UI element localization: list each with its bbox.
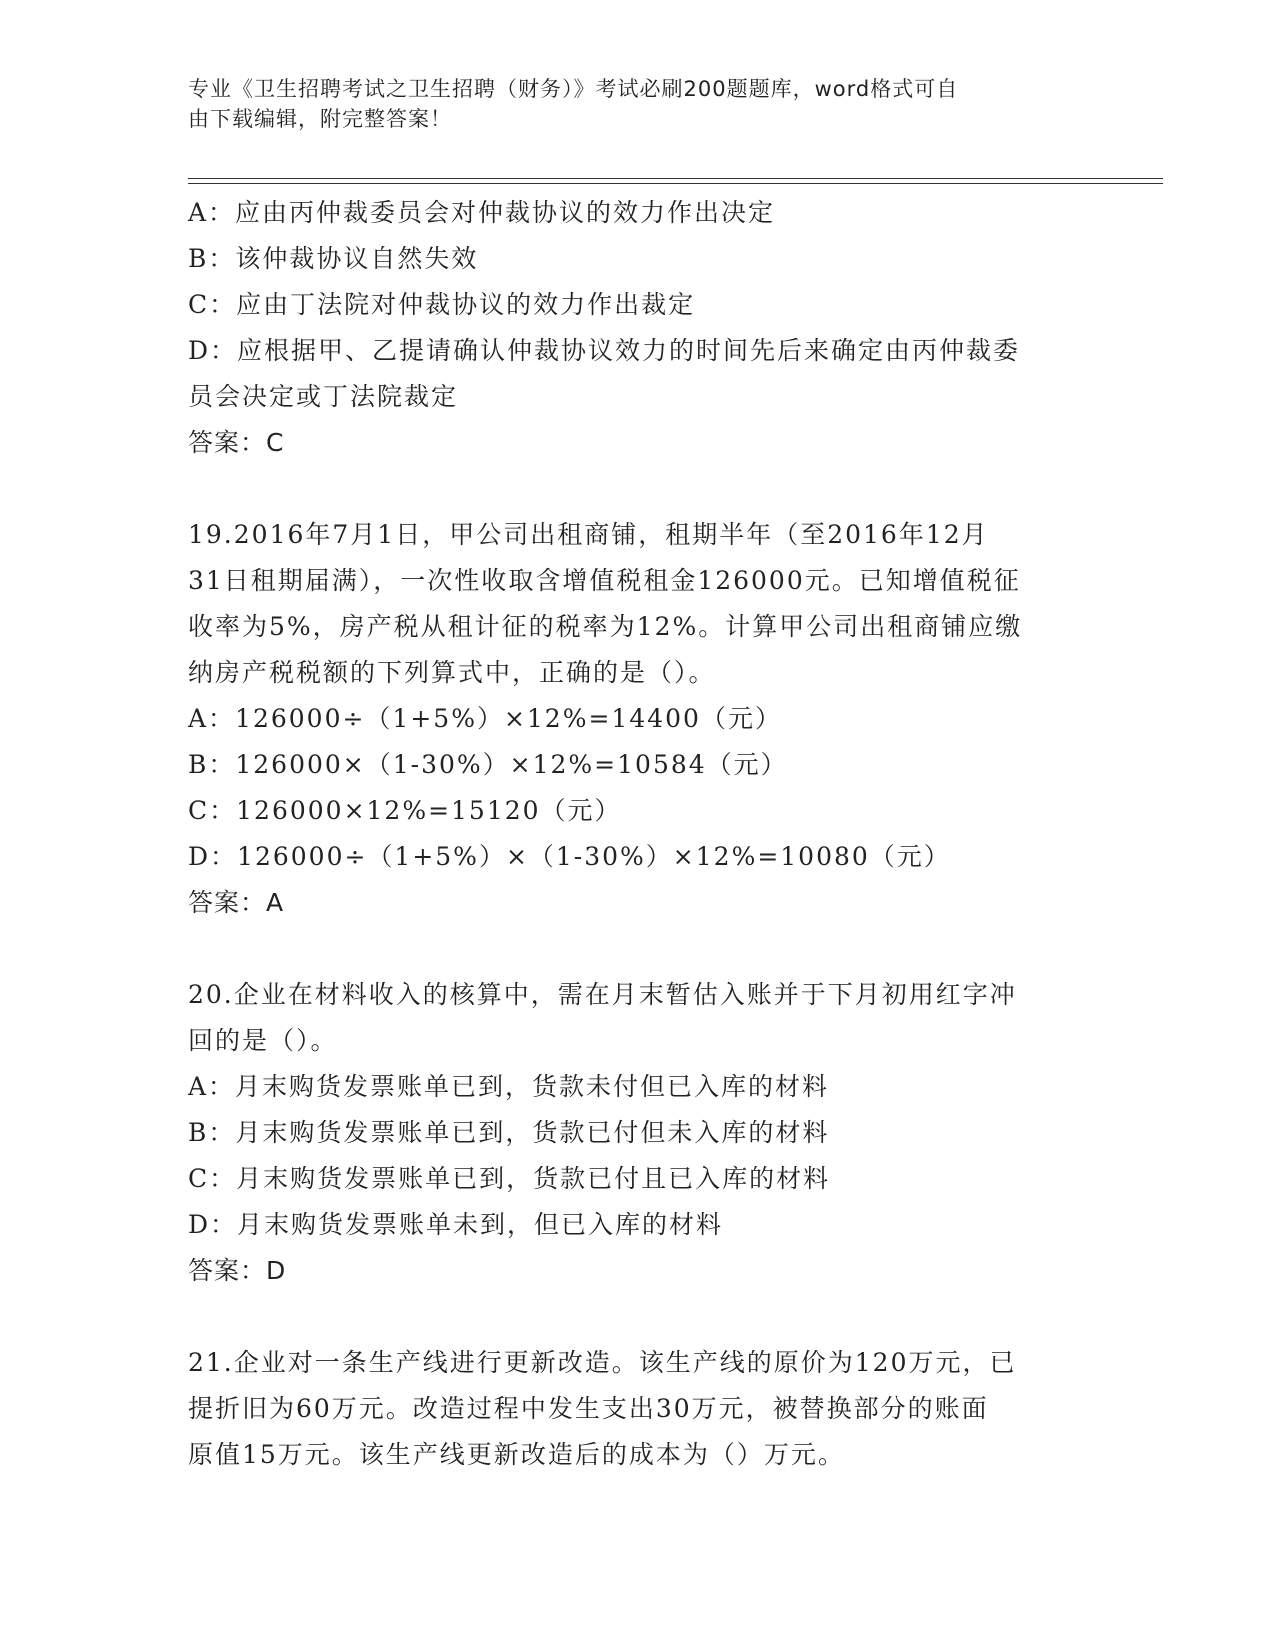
option-a: A：应由丙仲裁委员会对仲裁协议的效力作出决定 [188, 198, 776, 227]
document-header [188, 74, 1068, 134]
question-21 [188, 1340, 1088, 1478]
header-divider-bottom [188, 183, 1163, 184]
option-a: A：月末购货发票账单已到，货款未付但已入库的材料 [188, 1072, 830, 1101]
question-stem-line: 纳房产税税额的下列算式中，正确的是（）。 [188, 658, 716, 687]
spacer [188, 466, 1088, 512]
option-b: B：月末购货发票账单已到，货款已付但未入库的材料 [188, 1118, 830, 1147]
option-b: B：126000×（1-30%）×12%=10584（元） [188, 750, 788, 779]
question-stem-line: 21.企业对一条生产线进行更新改造。该生产线的原价为120万元，已 [188, 1348, 1017, 1377]
header-line-1: 专业《卫生招聘考试之卫生招聘（财务）》考试必刷200题题库，word格式可自 [188, 77, 959, 101]
question-stem-line: 19.2016年7月1日，甲公司出租商铺，租期半年（至2016年12月 [188, 520, 989, 549]
spacer [188, 926, 1088, 972]
question-stem-line: 收率为5%，房产税从租计征的税率为12%。计算甲公司出租商铺应缴 [188, 612, 1023, 641]
header-line-2: 由下载编辑，附完整答案！ [188, 107, 452, 131]
answer: 答案：A [188, 888, 285, 917]
header-divider-top [188, 178, 1163, 179]
spacer [188, 1294, 1088, 1340]
answer: 答案：C [188, 428, 285, 457]
option-d-continued: 员会决定或丁法院裁定 [188, 382, 459, 411]
option-d: D：126000÷（1+5%）×（1-30%）×12%=10080（元） [188, 842, 951, 871]
option-b: B：该仲裁协议自然失效 [188, 244, 479, 273]
question-stem-line: 20.企业在材料收入的核算中，需在月末暂估入账并于下月初用红字冲 [188, 980, 1017, 1009]
question-stem-line: 原值15万元。该生产线更新改造后的成本为（）万元。 [188, 1440, 845, 1469]
option-d: D：应根据甲、乙提请确认仲裁协议效力的时间先后来确定由丙仲裁委 [188, 336, 1021, 365]
option-c: C：月末购货发票账单已到，货款已付且已入库的材料 [188, 1164, 831, 1193]
question-19 [188, 512, 1088, 926]
question-20 [188, 972, 1088, 1294]
option-c: C：应由丁法院对仲裁协议的效力作出裁定 [188, 290, 696, 319]
answer: 答案：D [188, 1256, 287, 1285]
question-stem-line: 回的是（）。 [188, 1026, 338, 1055]
document-body [188, 190, 1088, 1478]
option-a: A：126000÷（1+5%）×12%=14400（元） [188, 704, 782, 733]
option-c: C：126000×12%=15120（元） [188, 796, 622, 825]
question-stem-line: 31日租期届满），一次性收取含增值税租金126000元。已知增值税征 [188, 566, 1021, 595]
question-stem-line: 提折旧为60万元。改造过程中发生支出30万元，被替换部分的账面 [188, 1394, 989, 1423]
option-d: D：月末购货发票账单未到，但已入库的材料 [188, 1210, 724, 1239]
question-18 [188, 190, 1088, 466]
